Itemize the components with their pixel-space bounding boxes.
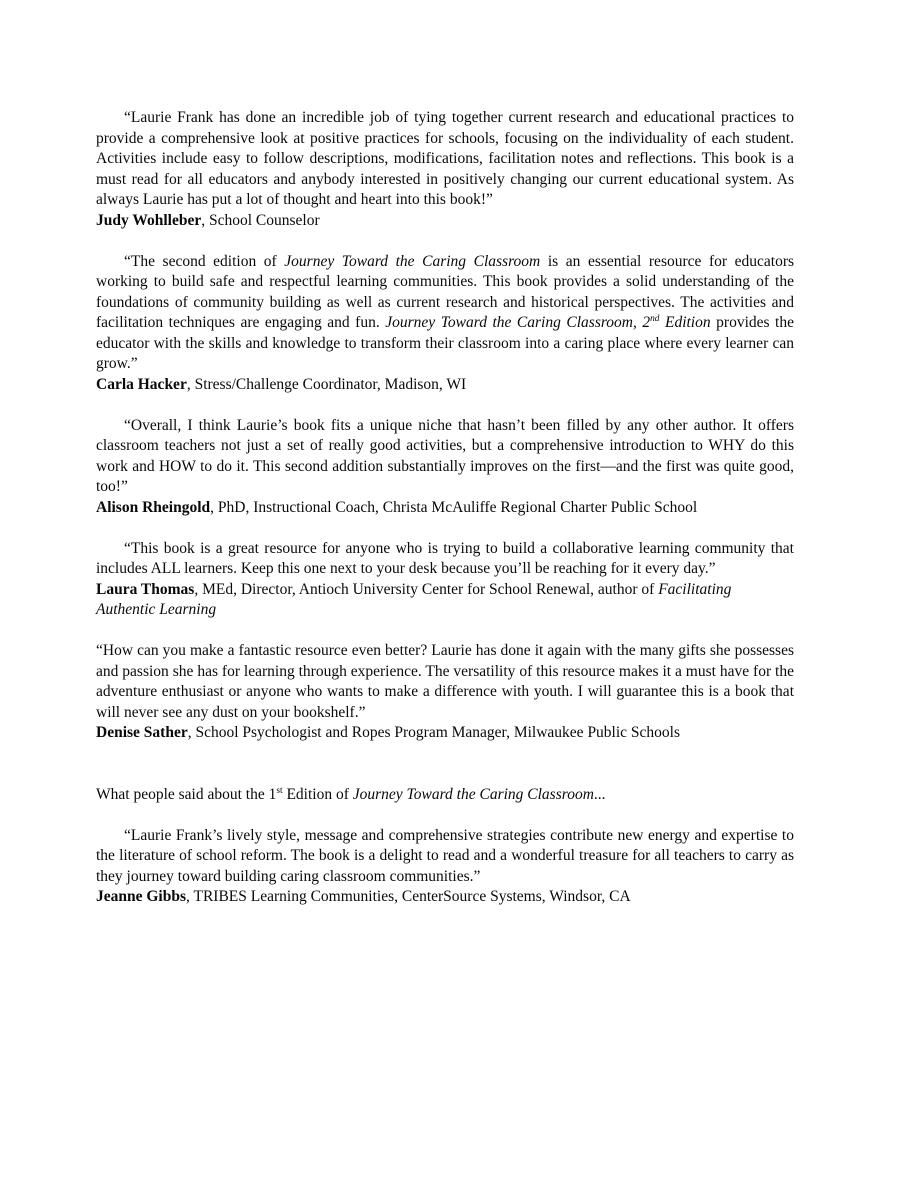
- testimonial-block: [96, 641, 794, 744]
- testimonial-block: [96, 108, 794, 231]
- testimonial-quote: “Laurie Frank has done an incredible job of tying together current research and educational practices to provide a comprehensive look at positive practices for schools, focusing on the individuality of each student. Activities include easy to follow descriptions, modifications, facilitation notes and reflections. This book is a must read for all educators and anybody interested in positively changing our current educational system. As always Laurie has put a lot of thought and heart into this book!”: [96, 109, 794, 208]
- testimonial-quote: “Laurie Frank’s lively style, message and comprehensive strategies contribute new energy and expertise to the literature of school reform. The book is a delight to read and a wonderful treasure for all teachers to carry as they journey toward building caring classroom communities.”: [96, 826, 794, 885]
- testimonial-quote: “Overall, I think Laurie’s book fits a unique niche that hasn’t been filled by any other author. It offers classroom teachers not just a set of really good activities, but a comprehensive introduction to WHY do this work and HOW to do it. This second addition substantially improves on the first—and the first was quite good, too!”: [96, 416, 794, 495]
- testimonial-quote: “This book is a great resource for anyone who is trying to build a collaborative learning community that includes ALL learners. Keep this one next to your desk because you’ll be reaching for it every day.”: [96, 539, 794, 577]
- testimonial-attribution: Jeanne Gibbs, TRIBES Learning Communities, CenterSource Systems, Windsor, CA: [96, 888, 631, 905]
- first-edition-heading: What people said about the 1st Edition of Journey Toward the Caring Classroom...: [96, 785, 606, 803]
- testimonial-attribution: Carla Hacker, Stress/Challenge Coordinator, Madison, WI: [96, 375, 467, 393]
- testimonial-block: [96, 826, 794, 908]
- testimonial-attribution: Alison Rheingold, PhD, Instructional Coach, Christa McAuliffe Regional Charter Public School: [96, 498, 698, 516]
- testimonial-attribution: Denise Sather, School Psychologist and Ropes Program Manager, Milwaukee Public Schools: [96, 724, 681, 741]
- testimonial-attribution: Judy Wohlleber, School Counselor: [96, 211, 320, 229]
- testimonial-block: [96, 539, 794, 621]
- testimonial-block: [96, 252, 794, 396]
- testimonial-attribution: Laura Thomas, MEd, Director, Antioch University Center for School Renewal, author of Facilitating Authentic Learning: [96, 580, 732, 618]
- testimonial-quote: “The second edition of Journey Toward the Caring Classroom is an essential resource for educators working to build safe and respectful learning communities. This book provides a solid understanding of the foundations of community building as well as current research and historical perspectives. The activities and facilitation techniques are engaging and fun. Journey Toward the Caring Classroom, 2nd Edition provides the educator with the skills and knowledge to transform their classroom into a caring place where every learner can grow.”: [96, 252, 795, 372]
- testimonial-quote: “How can you make a fantastic resource even better? Laurie has done it again with the many gifts she possesses and passion she has for learning through experience. The versatility of this resource makes it a must have for the adventure enthusiast or anyone who wants to make a difference with youth. I will guarantee this is a book that will never see any dust on your bookshelf.”: [96, 642, 794, 721]
- testimonial-block: [96, 416, 794, 519]
